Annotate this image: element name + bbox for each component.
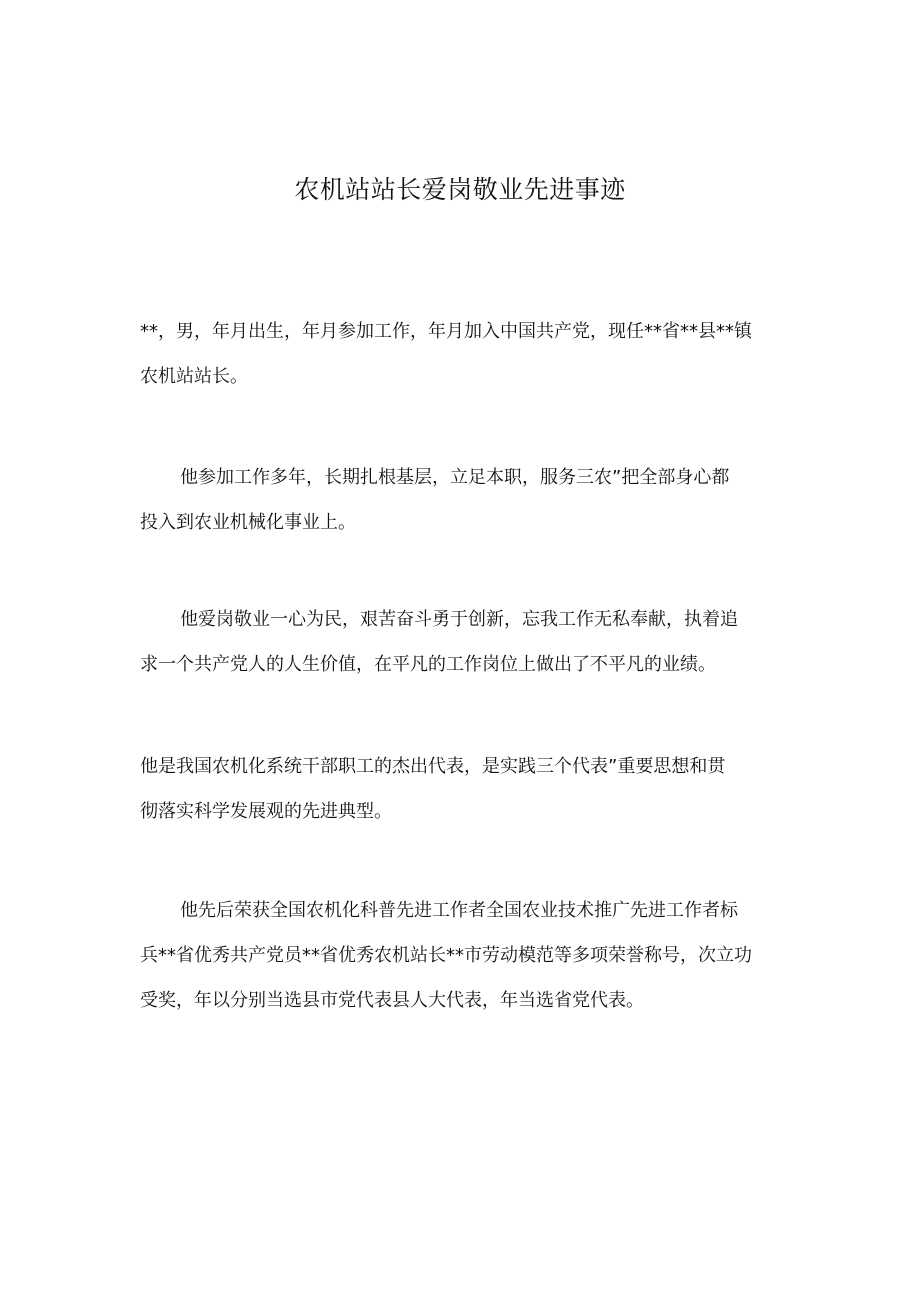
paragraph-line: 他先后荣获全国农机化科普先进工作者全国农业技术推广先进工作者标: [180, 900, 738, 921]
paragraph-line: 求一个共产党人的人生价值，在平凡的工作岗位上做出了不平凡的业绩。: [140, 654, 716, 675]
paragraph-line: 受奖，年以分别当选县市党代表县人大代表，年当选省党代表。: [140, 990, 644, 1011]
paragraph-representative: [140, 744, 785, 834]
paragraph-line: 兵**省优秀共产党员**省优秀农机站长**市劳动模范等多项荣誉称号，次立功: [140, 945, 752, 966]
document-title: 农机站站长爱岗敬业先进事迹: [294, 175, 626, 204]
paragraph-line: 他参加工作多年，长期扎根基层，立足本职，服务三农”把全部身心都: [180, 467, 730, 488]
paragraph-line: 他爱岗敬业一心为民，艰苦奋斗勇于创新，忘我工作无私奉献，执着追: [180, 609, 738, 630]
paragraph-work: [140, 455, 785, 545]
paragraph-line: 他是我国农机化系统干部职工的杰出代表，是实践三个代表”重要思想和贯: [140, 756, 726, 777]
paragraph-line: **，男，年月出生，年月参加工作，年月加入中国共产党，现任**省**县**镇: [140, 321, 752, 342]
paragraph-dedication: [140, 597, 785, 687]
paragraph-line: 彻落实科学发展观的先进典型。: [140, 801, 392, 822]
paragraph-line: 农机站站长。: [140, 366, 248, 387]
paragraph-intro: [140, 309, 785, 399]
paragraph-honors: [140, 888, 785, 1023]
paragraph-line: 投入到农业机械化事业上。: [140, 512, 356, 533]
